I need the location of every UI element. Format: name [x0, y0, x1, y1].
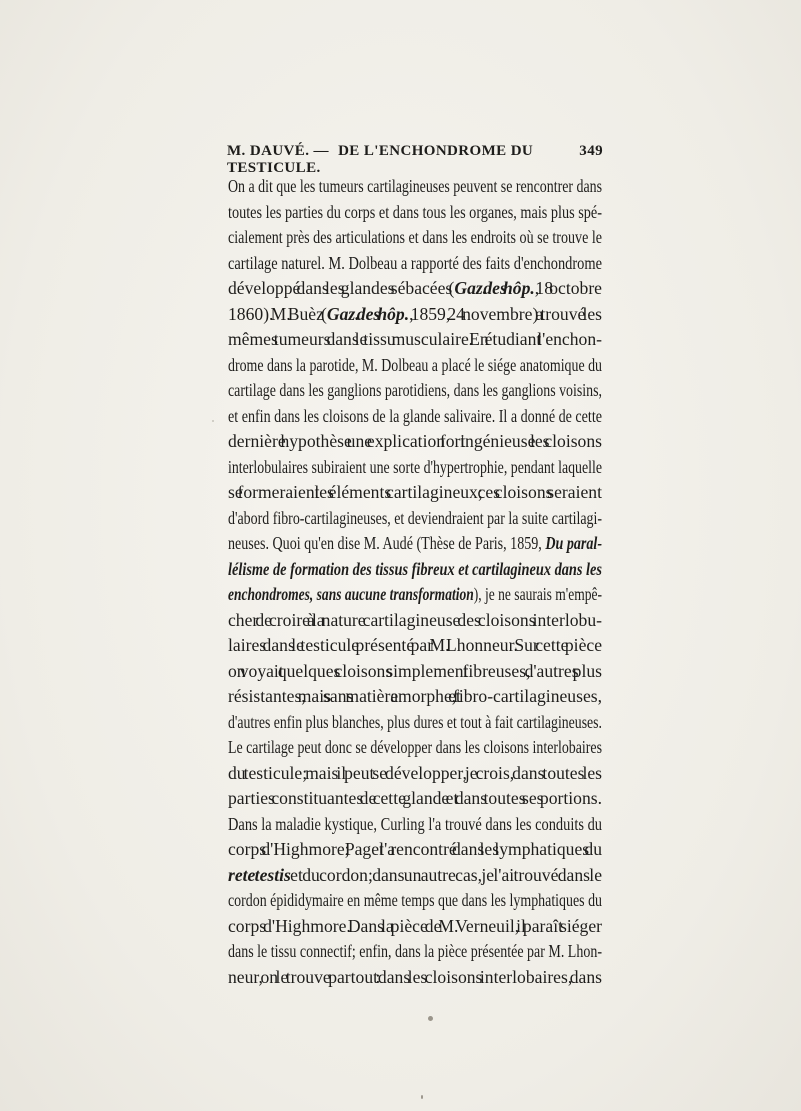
text-line: cher de croire à la nature cartilagineuse des cloisons interlobu-	[228, 609, 602, 630]
text-line: laires dans le testicule présenté par M. Lhonneur. Sur cette pièce	[228, 635, 602, 655]
text-line: cartilage naturel. M. Dolbeau a rapporté des faits d'enchondrome	[228, 252, 602, 273]
thesis-title: lélisme de formation des tissus fibreux et cartilagineux dans les	[228, 558, 602, 579]
header-author: M. DAUVÉ. —	[227, 143, 329, 159]
text-line: cordon épididymaire en même temps que dans les lymphatiques du	[228, 890, 602, 910]
text-line: et enfin dans les cloisons de la glande salivaire. Il a donné de cette	[228, 405, 602, 426]
header-title: DE L'ENCHONDROME DU TESTICULE.	[227, 143, 534, 176]
text-line: drome dans la parotide, M. Dolbeau a placé le siége anatomique du	[228, 354, 602, 375]
text-line: 1860). M. Buèz (Gaz. des hôp., 1859, 24 novembre) a trouvé les	[228, 303, 602, 324]
latin-term: rete testis	[228, 864, 291, 885]
text-line: On a dit que les tumeurs cartilagineuses peuvent se rencontrer dans	[228, 176, 602, 196]
paper-speck	[212, 420, 214, 422]
text-line: mêmes tumeurs dans le tissu musculaire. En étudiant l'enchon-	[228, 329, 602, 349]
text-line: du testicule; mais il peut se développer, je crois, dans toutes les	[228, 762, 602, 783]
text-line: dernière hypothèse une explication fort ingénieuse : les cloisons	[228, 431, 602, 451]
text-line: toutes les parties du corps et dans tous les organes, mais plus spé-	[228, 201, 602, 222]
text-line: on voyait quelques cloisons simplement fibreuses, d'autres plus	[228, 660, 602, 681]
text-line: neuses. Quoi qu'en dise M. Audé (Thèse de Paris, 1859, Du paral-	[228, 533, 602, 553]
running-head	[227, 143, 603, 177]
thesis-title: Du paral-	[545, 533, 602, 553]
text-line: Dans la maladie kystique, Curling l'a trouvé dans les conduits du	[228, 813, 602, 834]
paper-speck	[421, 1095, 423, 1099]
thesis-title: enchondromes, sans aucune transformation	[228, 584, 474, 604]
text-line: interlobulaires subiraient une sorte d'hypertrophie, pendant laquelle	[228, 456, 602, 477]
text-line: d'abord fibro-cartilagineuses, et deviendraient par la suite cartilagi-	[228, 507, 602, 528]
text-line: Le cartilage peut donc se développer dans les cloisons interlobaires	[228, 737, 602, 757]
text-line: dans le tissu connectif; enfin, dans la pièce présentée par M. Lhon-	[228, 941, 602, 961]
citation-journal: Gaz. des hôp.	[326, 303, 410, 324]
text-line	[228, 557, 602, 583]
text-line: cartilage dans les ganglions parotidiens, dans les ganglions voisins,	[228, 380, 602, 400]
text-line: d'autres enfin plus blanches, plus dures et tout à fait cartilagineuses.	[228, 711, 602, 732]
text-line: se formeraient les éléments cartilagineux; ces cloisons seraient	[228, 482, 602, 502]
text-line: parties constituantes de cette glande et dans toutes ses portions.	[228, 788, 602, 808]
text-line: développé dans les glandes sébacées (Gaz. des hôp., 18 octobre	[228, 278, 602, 298]
page-number: 349	[579, 143, 603, 159]
text-line: corps d'Highmore. Dans la pièce de M. Verneuil, il paraît siéger	[228, 915, 602, 936]
text-line: corps d'Highmore; Paget l'a rencontré dans les lymphatiques du	[228, 839, 602, 859]
text-line: rete testis et du cordon; dans un autre cas, je l'ai trouvé dans le	[228, 864, 603, 885]
text-line: neur, on le trouve partout : dans les cloisons interlobaires, dans	[228, 966, 602, 987]
paper-speck	[428, 1016, 433, 1021]
text-line: résistantes, mais sans matière amorphe, et fibro-cartilagineuses,	[228, 686, 602, 706]
header-author-and-title	[227, 143, 579, 177]
body-paragraph	[228, 174, 602, 990]
text-line: cialement près des articulations et dans les endroits où se trouve le	[228, 227, 602, 247]
citation-journal: Gaz. des hôp.	[454, 278, 535, 298]
text-line: enchondromes, sans aucune transformation), je ne saurais m'empê-	[228, 584, 602, 604]
